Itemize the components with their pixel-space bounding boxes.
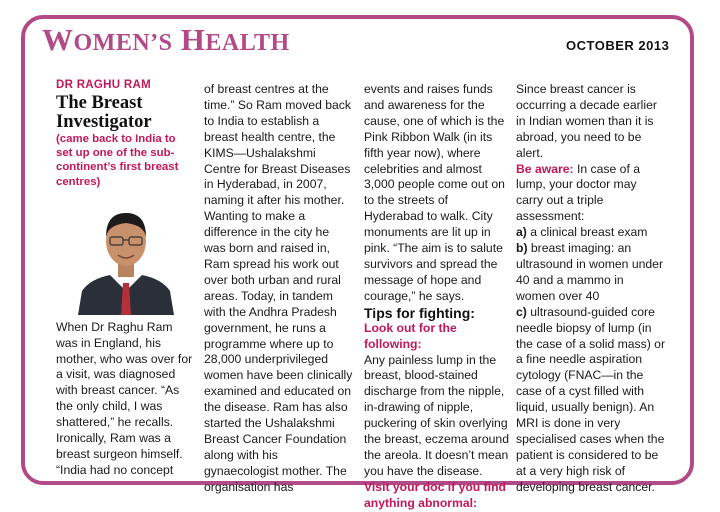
standfirst: (came back to India to set up one of the sub-continent’s first breast centres) [56,132,179,188]
column-4 [516,82,666,496]
tips-text: Any painless lump in the breast, blood-stained discharge from the nipple, in-drawing of nipple, puckering of skin overlying the breast, eczema around the areola. It doesn’t mean you have the disease. [364,352,509,478]
aware-label: Be aware: [516,161,574,176]
section-title: WOMEN’S HEALTH [42,22,290,57]
tips-visit: Visit your doc if you find anything abnormal: [364,479,506,510]
list-item-a: a) a clinical breast exam [516,225,648,240]
column-2-text: of breast centres at the time.” So Ram moved back to India to establish a breast health centre, the KIMS—Ushalakshmi Centre for Breast Diseases in Hyderabad, in 2007, naming it after his mother. Wanting to make a difference in the city he was born and raised in, Ram spread his work out over both urban and rural areas. Today, in tandem with the Andhra Pradesh government, he runs a programme where up to 28,000 underprivileged women have been clinically examined and educated on the disease. Ram has also started the Ushalakshmi Breast Cancer Foundation along with his gynaecologist mother. The organisation has [204,82,353,494]
column-1 [56,78,194,479]
tips-heading: Tips for fighting: [364,304,475,321]
column-3-text: events and raises funds and awareness for the cause, one of which is the Pink Ribbon Walk (in its fifth year now), where celebrities and almost 3,000 people come out on to the streets of Hyderabad to walk. City monuments are lit up in pink. “The aim is to salute survivors and spread the message of hope and courage,” he says. [364,82,505,303]
aware-text: In case of a lump, your doctor may carry out a triple assessment: [516,161,640,224]
column-2 [204,82,354,496]
column-3 [364,82,510,512]
byline: DR RAGHU RAM [56,79,151,91]
tips-lookout: Look out for the following: [364,320,457,351]
column-1-text: When Dr Raghu Ram was in England, his mother, who was over for a visit, was diagnosed with breast cancer. “As the only child, I was shattered,” he recalls. Ironically, Ram was a breast surgeon himself. “India had no concept [56,319,193,477]
list-item-c: c) ultrasound-guided core needle biopsy of lump (in the case of a solid mass) or a fine needle aspiration cytology (FNAC—in the case of a cyst filled with liquid, usually benign). An MRI is done in very specialised cases when the patient is considered to be at a very high risk of developing breast cancer. [516,304,666,494]
column-4-intro: Since breast cancer is occurring a decade earlier in Indian women than it is abroad, you need to be alert. [516,82,657,160]
article-headline: The Breast Investigator [56,92,152,132]
portrait-photo [76,199,176,315]
issue-date: OCTOBER 2013 [566,38,670,53]
list-item-b: b) breast imaging: an ultrasound in women under 40 and a mammo in women over 40 [516,241,664,303]
aware-paragraph [516,162,666,226]
